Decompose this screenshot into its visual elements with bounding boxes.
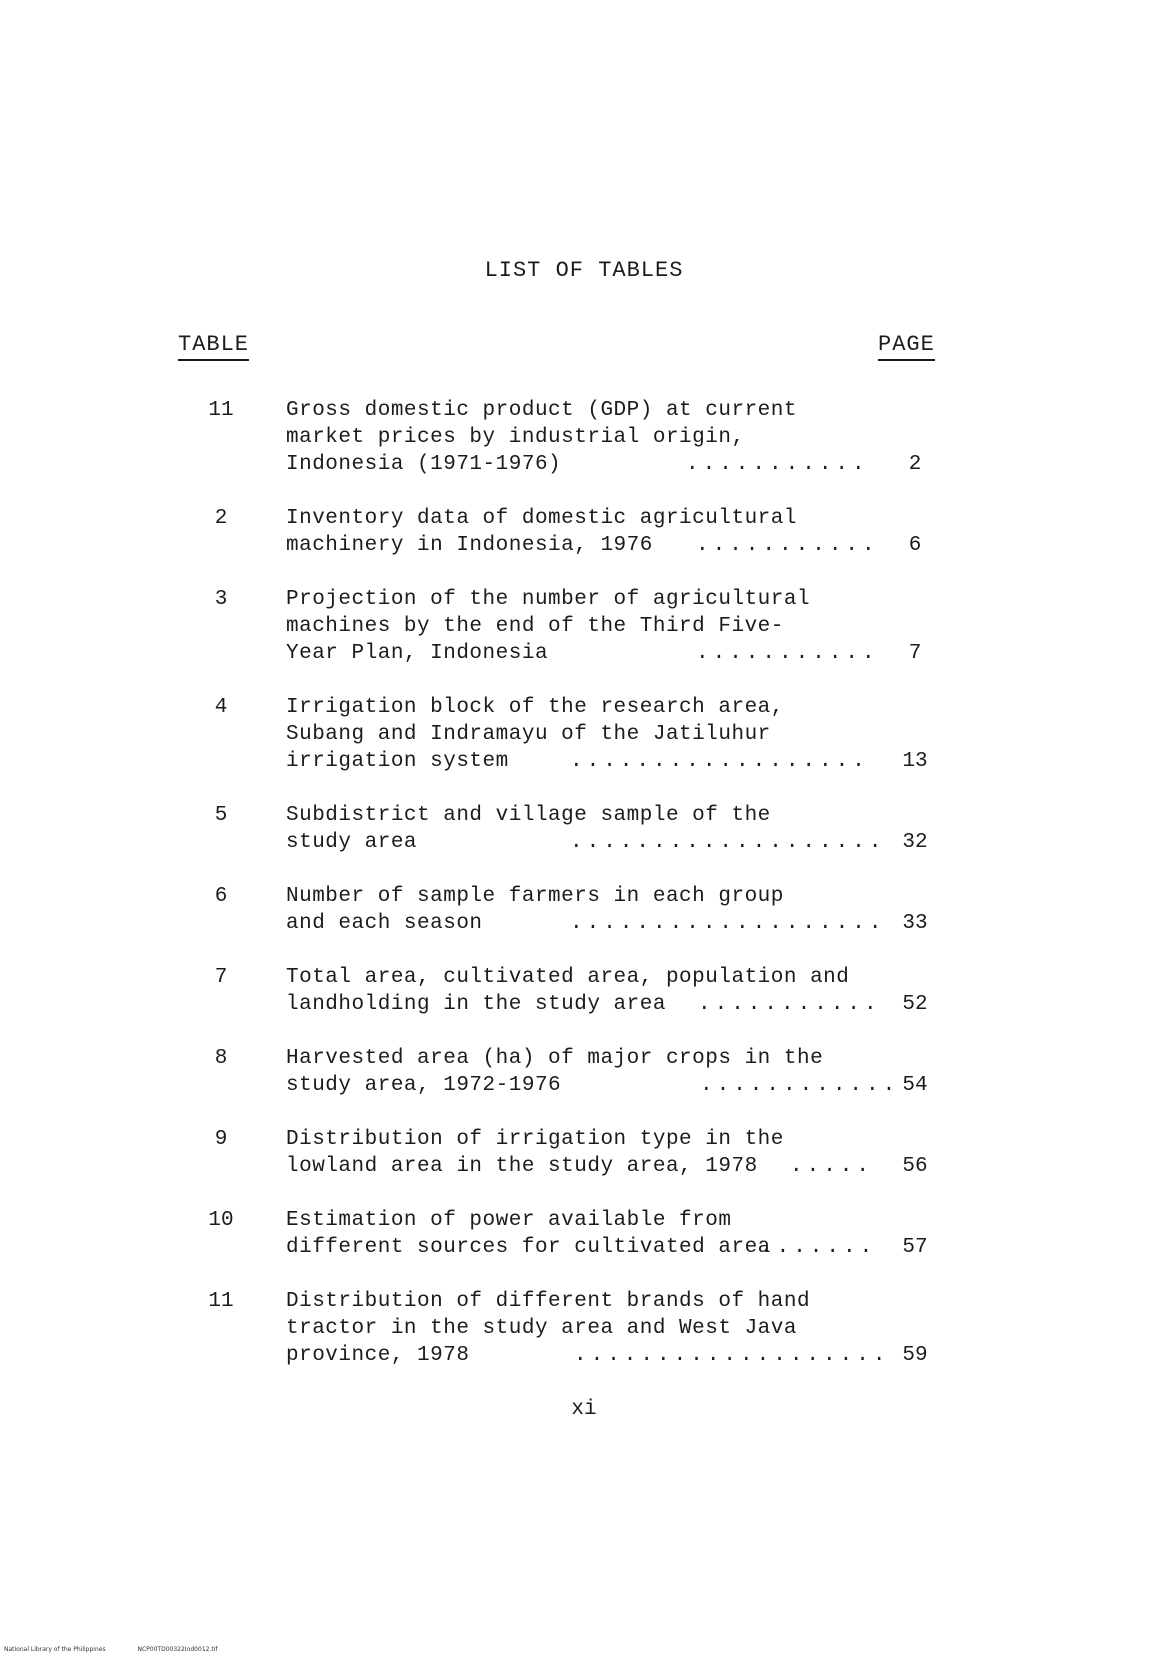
page-number: 13 xyxy=(902,750,928,773)
table-number: 8 xyxy=(214,1047,228,1070)
table-number: 7 xyxy=(214,966,228,989)
table-number: 5 xyxy=(214,804,228,827)
caption-line: irrigation system xyxy=(286,750,509,773)
dot-leader: ................... xyxy=(570,912,886,935)
caption-line: province, 1978 xyxy=(286,1344,470,1367)
dot-leader: ............ xyxy=(700,1074,900,1097)
caption-line: Harvested area (ha) of major crops in the xyxy=(286,1047,824,1070)
dot-leader: ....... xyxy=(760,1236,877,1259)
caption-line: Distribution of different brands of hand xyxy=(286,1290,811,1313)
caption-line: and each season xyxy=(286,912,483,935)
caption-line: machinery in Indonesia, 1976 xyxy=(286,534,653,557)
caption-line: Projection of the number of agricultural xyxy=(286,588,811,611)
caption-line: Subdistrict and village sample of the xyxy=(286,804,771,827)
table-number: 4 xyxy=(214,696,228,719)
table-number: 10 xyxy=(208,1209,234,1232)
dot-leader: ................... xyxy=(574,1344,890,1367)
caption-line: Gross domestic product (GDP) at current xyxy=(286,399,797,422)
column-header-page: PAGE xyxy=(878,332,935,361)
table-number: 11 xyxy=(208,1290,234,1313)
list-item xyxy=(0,505,1168,586)
caption-line: market prices by industrial origin, xyxy=(286,426,745,449)
column-header-table: TABLE xyxy=(178,332,249,361)
page-number: 56 xyxy=(902,1155,928,1178)
caption-line: lowland area in the study area, 1978 xyxy=(286,1155,758,1178)
list-item xyxy=(0,802,1168,883)
list-item xyxy=(0,964,1168,1045)
caption-line: study area xyxy=(286,831,418,854)
page-title: LIST OF TABLES xyxy=(484,258,684,283)
table-number: 11 xyxy=(208,399,234,422)
scan-footer xyxy=(4,1646,248,1653)
caption-line: Total area, cultivated area, population and xyxy=(286,966,850,989)
caption-line: Estimation of power available from xyxy=(286,1209,732,1232)
caption-line: study area, 1972-1976 xyxy=(286,1074,562,1097)
page-number: 32 xyxy=(902,831,928,854)
page-number: 57 xyxy=(902,1236,928,1259)
table-number: 6 xyxy=(214,885,228,908)
dot-leader: ........... xyxy=(686,453,869,476)
table-number: 2 xyxy=(214,507,228,530)
dot-leader: ........... xyxy=(696,642,879,665)
dot-leader: ................... xyxy=(570,831,886,854)
page-number: 7 xyxy=(908,642,922,665)
list-item xyxy=(0,586,1168,694)
page-number: 59 xyxy=(902,1344,928,1367)
page-number: 6 xyxy=(908,534,922,557)
caption-line: different sources for cultivated area xyxy=(286,1236,771,1259)
dot-leader: .................. xyxy=(570,750,869,773)
caption-line: Year Plan, Indonesia xyxy=(286,642,549,665)
footer-file: NCP00TD00322Ind0012.tif xyxy=(137,1646,218,1653)
caption-line: Distribution of irrigation type in the xyxy=(286,1128,784,1151)
page-folio: xi xyxy=(571,1398,597,1421)
caption-line: Indonesia (1971-1976) xyxy=(286,453,562,476)
caption-line: Subang and Indramayu of the Jatiluhur xyxy=(286,723,771,746)
table-caption xyxy=(286,1126,856,1180)
caption-line: Inventory data of domestic agricultural xyxy=(286,507,797,530)
caption-line: tractor in the study area and West Java xyxy=(286,1317,797,1340)
page-number: 33 xyxy=(902,912,928,935)
caption-line: landholding in the study area xyxy=(286,993,666,1016)
list-item xyxy=(0,1045,1168,1126)
dot-leader: ........... xyxy=(698,993,881,1016)
footer-library: National Library of the Philippines xyxy=(4,1646,106,1653)
page-number: 54 xyxy=(902,1074,928,1097)
dot-leader: ..... xyxy=(790,1155,874,1178)
caption-line: Irrigation block of the research area, xyxy=(286,696,784,719)
list-item xyxy=(0,883,1168,964)
table-list xyxy=(0,397,1168,1396)
list-item xyxy=(0,1207,1168,1288)
page-number: 52 xyxy=(902,993,928,1016)
caption-line: machines by the end of the Third Five- xyxy=(286,615,784,638)
caption-line: Number of sample farmers in each group xyxy=(286,885,784,908)
list-item xyxy=(0,1288,1168,1396)
dot-leader: ........... xyxy=(696,534,879,557)
list-item xyxy=(0,1126,1168,1207)
table-number: 9 xyxy=(214,1128,228,1151)
table-number: 3 xyxy=(214,588,228,611)
page-number: 2 xyxy=(908,453,922,476)
list-item xyxy=(0,397,1168,505)
list-item xyxy=(0,694,1168,802)
